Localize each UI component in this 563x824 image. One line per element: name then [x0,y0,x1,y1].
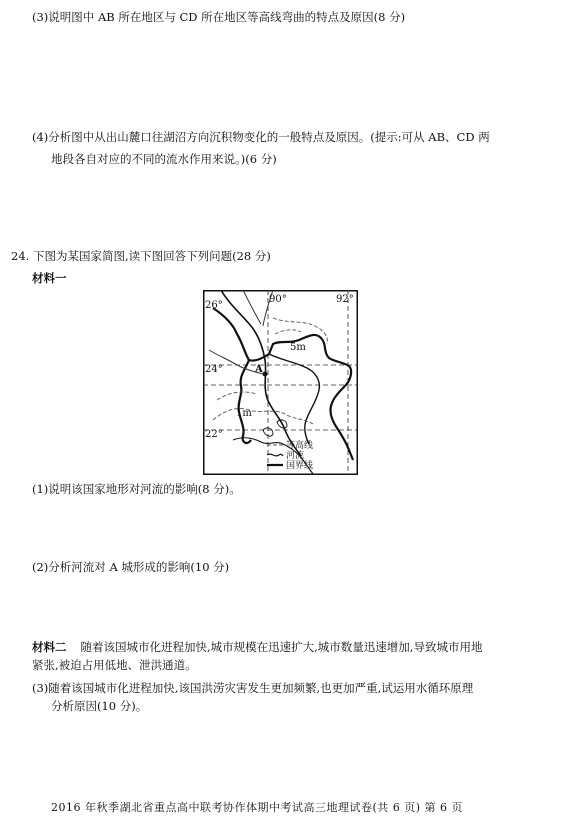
contour-label-5m: 5m [290,342,306,353]
country-map [203,290,358,475]
question-24-heading: 24. 下图为某国家简图,读下图回答下列问题(28 分) [11,249,271,263]
question-24-sub-3-line-1: (3)随着该国城市化进程加快,该国洪涝灾害发生更加频繁,也更加严重,试运用水循环原理 [32,681,474,695]
question-24-sub-1: (1)说明该国家地形对河流的影响(8 分)。 [32,482,241,496]
material-2-label: 材料二 [32,640,67,654]
legend-contour-label: 等高线 [286,441,314,451]
question-3-text: (3)说明图中 AB 所在地区与 CD 所在地区等高线弯曲的特点及原因(8 分) [32,10,406,24]
lon-label-90: 90° [269,294,287,305]
lon-label-92: 92° [336,294,354,305]
material-1-label: 材料一 [32,271,67,285]
question-24-sub-3-line-2: 分析原因(10 分)。 [51,699,148,713]
lat-label-22: 22° [205,429,223,440]
material-2-text-1: 随着该国城市化进程加快,城市规模在迅速扩大,城市数量迅速增加,导致城市用地 [80,640,483,654]
contour-label-1m: 1m [236,408,252,419]
city-a-label: A [255,364,263,375]
lat-label-24: 24° [205,364,223,375]
question-24-sub-2: (2)分析河流对 A 城形成的影响(10 分) [32,560,230,574]
city-a-marker [263,372,268,377]
legend-river-label: 河流 [286,451,305,461]
legend-border-label: 国界线 [286,461,314,471]
material-2-line-2: 紧张,被迫占用低地、泄洪通道。 [32,658,197,672]
lat-label-26: 26° [205,300,223,311]
page-footer: 2016 年秋季湖北省重点高中联考协作体期中考试高三地理试卷(共 6 页) 第 6 页 [51,801,464,814]
question-4-line-1: (4)分析图中从出山麓口往湖沼方向沉积物变化的一般特点及原因。(提示:可从 AB、CD 两 [32,130,490,144]
material-2-line-1 [32,639,482,655]
question-4-line-2: 地段各自对应的不同的流水作用来说。)(6 分) [51,152,277,166]
country-map-svg [203,290,358,475]
